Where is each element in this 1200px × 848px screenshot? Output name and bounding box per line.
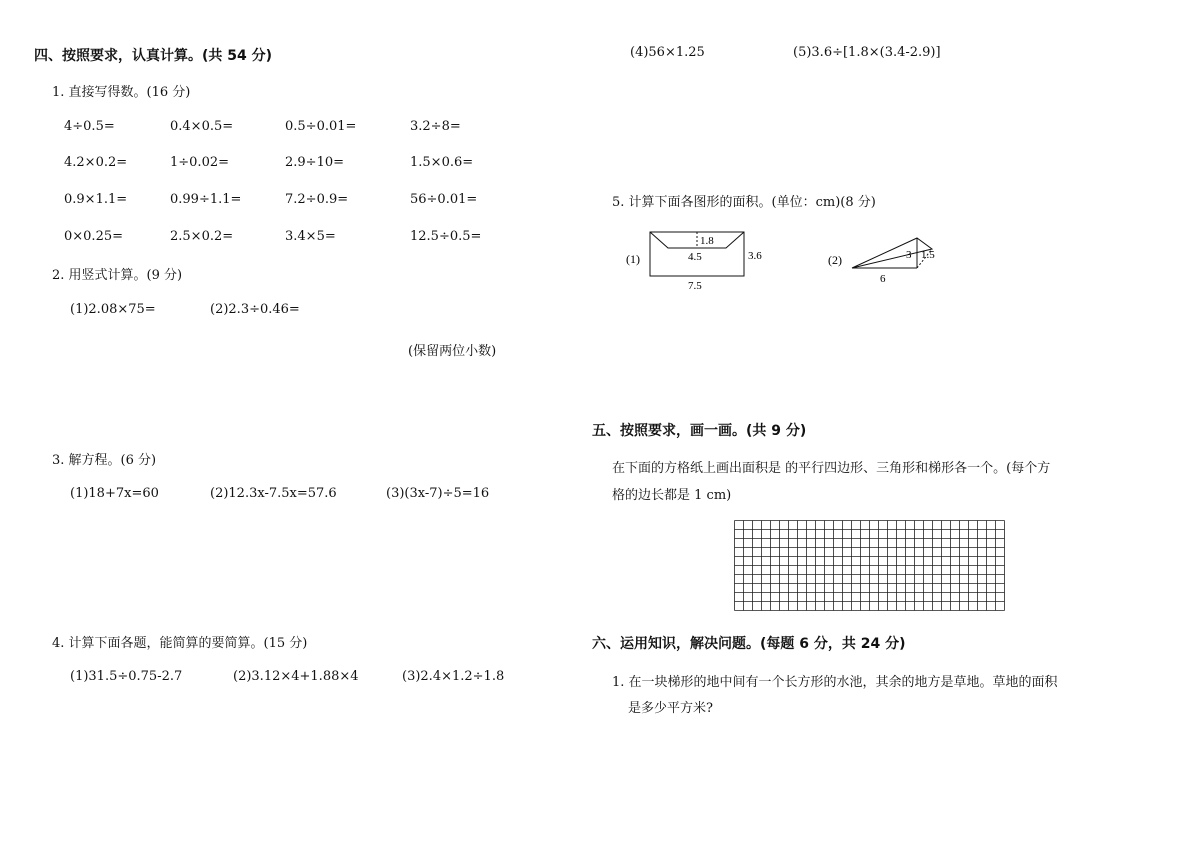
q5-title: 5. 计算下面各图形的面积。(单位：cm)(8 分) <box>612 195 876 210</box>
q3-item: (3)(3x-7)÷5=16 <box>386 486 490 501</box>
q3-title: 3. 解方程。(6 分) <box>52 453 157 468</box>
fig2-label: (2) <box>828 253 842 267</box>
fig2-base-label: 6 <box>880 273 886 285</box>
q1-item: 7.2÷0.9= <box>285 192 349 207</box>
section-6-title: 六、运用知识，解决问题。(每题 6 分，共 24 分) <box>592 636 906 652</box>
section-5-text-line1: 在下面的方格纸上画出面积是 的平行四边形、三角形和梯形各一个。(每个方 <box>612 461 1051 476</box>
q2-note: (保留两位小数) <box>408 344 497 359</box>
figure-1-rectangle-trapezoid <box>620 222 780 294</box>
q2-item: (1)2.08×75= <box>70 302 156 317</box>
q1-item: 0.9×1.1= <box>64 192 128 207</box>
q2-title: 2. 用竖式计算。(9 分) <box>52 268 183 283</box>
fig1-bottom-label: 7.5 <box>688 280 702 292</box>
section-6-q1-line1: 1. 在一块梯形的地中间有一个长方形的水池，其余的地方是草地。草地的面积 <box>612 675 1058 690</box>
q4-item: (2)3.12×4+1.88×4 <box>233 669 359 684</box>
figure-2-triangle <box>824 232 944 290</box>
section-4-title: 四、按照要求，认真计算。(共 54 分) <box>34 48 273 64</box>
q1-item: 0.5÷0.01= <box>285 119 357 134</box>
fig1-mid-label: 4.5 <box>688 251 702 263</box>
fig1-right-label: 3.6 <box>748 250 762 262</box>
fig1-label: (1) <box>626 252 640 266</box>
q1-item: 12.5÷0.5= <box>410 229 482 244</box>
q2-item: (2)2.3÷0.46= <box>210 302 300 317</box>
fig2-h1-label: 3 <box>906 249 912 261</box>
q1-item: 3.2÷8= <box>410 119 461 134</box>
q4-item: (1)31.5÷0.75-2.7 <box>70 669 183 684</box>
q1-item: 1.5×0.6= <box>410 155 474 170</box>
q1-item: 1÷0.02= <box>170 155 230 170</box>
q3-item: (2)12.3x-7.5x=57.6 <box>210 486 337 501</box>
section-5-title: 五、按照要求，画一画。(共 9 分) <box>592 423 807 439</box>
fig1-top-label: 1.8 <box>700 235 714 247</box>
section-5-text-line2: 格的边长都是 1 cm) <box>612 488 732 503</box>
q1-item: 4.2×0.2= <box>64 155 128 170</box>
q4-item: (3)2.4×1.2÷1.8 <box>402 669 505 684</box>
q1-item: 3.4×5= <box>285 229 336 244</box>
q3-item: (1)18+7x=60 <box>70 486 159 501</box>
q1-item: 0×0.25= <box>64 229 124 244</box>
q1-item: 2.9÷10= <box>285 155 345 170</box>
q1-item: 2.5×0.2= <box>170 229 234 244</box>
fig2-h2-label: 1.5 <box>921 249 935 261</box>
section-6-q1-line2: 是多少平方米? <box>628 701 713 716</box>
q1-item: 4÷0.5= <box>64 119 115 134</box>
q4-item: (4)56×1.25 <box>630 45 705 60</box>
q1-item: 56÷0.01= <box>410 192 478 207</box>
q1-item: 0.99÷1.1= <box>170 192 242 207</box>
q1-title: 1. 直接写得数。(16 分) <box>52 85 191 100</box>
q4-title: 4. 计算下面各题，能简算的要简算。(15 分) <box>52 636 308 651</box>
q4-item: (5)3.6÷[1.8×(3.4-2.9)] <box>793 45 941 60</box>
grid-paper <box>734 520 1005 612</box>
q1-item: 0.4×0.5= <box>170 119 234 134</box>
